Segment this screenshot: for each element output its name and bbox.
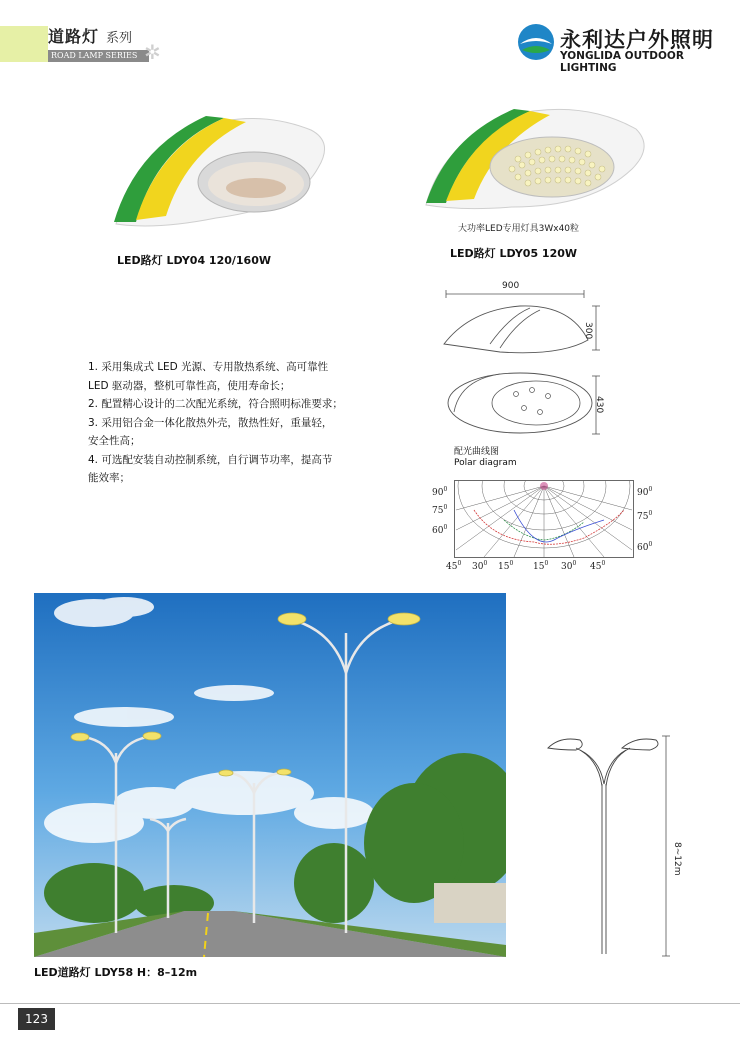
feature-line: 安全性高；	[88, 435, 141, 447]
star-decoration-icon: ✲	[144, 40, 161, 64]
section-series: 系列	[106, 31, 133, 46]
dimension-width: 900	[502, 281, 520, 291]
pole-drawing	[540, 734, 690, 958]
brand-logo-icon	[516, 22, 556, 62]
dimension-depth: 430	[594, 396, 604, 414]
product-ldy05-caption: LED路灯 LDY05 120W	[450, 247, 578, 260]
pole-caption: LED道路灯 LDY58 H：8–12m	[34, 966, 198, 979]
polar-left-60: $60^0$	[432, 524, 448, 536]
polar-right-90: $90^0$	[637, 486, 653, 498]
polar-right-60: $60^0$	[637, 541, 653, 553]
street-lamp-photo	[34, 593, 506, 957]
feature-line: 3. 采用铝合金一体化散热外壳，散热性好，重量轻，	[88, 416, 333, 429]
brand-name-cn: 永利达户外照明	[560, 28, 714, 52]
feature-line: 4. 可选配安装自动控制系统，自行调节功率，提高节	[88, 453, 333, 466]
header-tab	[0, 26, 48, 62]
product-ldy05-note: 大功率LED专用灯具3Wx40粒	[458, 224, 580, 234]
page-number: 123	[18, 1008, 55, 1030]
feature-line: LED 驱动器，整机可靠性高，使用寿命长；	[88, 379, 291, 392]
polar-diagram	[454, 480, 634, 558]
polar-bottom-30-left: $30^0$	[472, 560, 488, 572]
product-ldy04-caption: LED路灯 LDY04 120/160W	[117, 254, 271, 267]
lamp-ldy04-image	[106, 108, 330, 234]
polar-bottom-45-left: $45^0$	[446, 560, 462, 572]
brand-name-en: YONGLIDA OUTDOOR LIGHTING	[560, 50, 684, 74]
footer-divider	[0, 1003, 740, 1004]
polar-title-cn: 配光曲线图	[454, 447, 500, 457]
feature-line: 2. 配置精心设计的二次配光系统，符合照明标准要求；	[88, 398, 343, 410]
feature-line: 1. 采用集成式 LED 光源、专用散热系统、高可靠性	[88, 361, 329, 373]
polar-diagram-title	[454, 447, 517, 469]
polar-left-90: $90^0$	[432, 486, 448, 498]
polar-left-75: $75^0$	[432, 504, 448, 516]
feature-line: 能效率；	[88, 472, 130, 484]
pole-height-label: 8~12m	[672, 842, 682, 876]
section-subtitle: ROAD LAMP SERIES	[48, 50, 149, 62]
feature-list	[88, 358, 348, 488]
polar-bottom-15-left: $15^0$	[498, 560, 514, 572]
dimension-height: 300	[583, 322, 593, 340]
polar-bottom-45-right: $45^0$	[590, 560, 606, 572]
polar-bottom-15-right: $15^0$	[533, 560, 549, 572]
polar-title-en: Polar diagram	[454, 458, 517, 468]
section-title: 道路灯	[48, 27, 100, 46]
polar-right-75: $75^0$	[637, 510, 653, 522]
dimension-drawing	[440, 280, 610, 440]
polar-bottom-30-right: $30^0$	[561, 560, 577, 572]
lamp-ldy05-image	[422, 103, 646, 213]
